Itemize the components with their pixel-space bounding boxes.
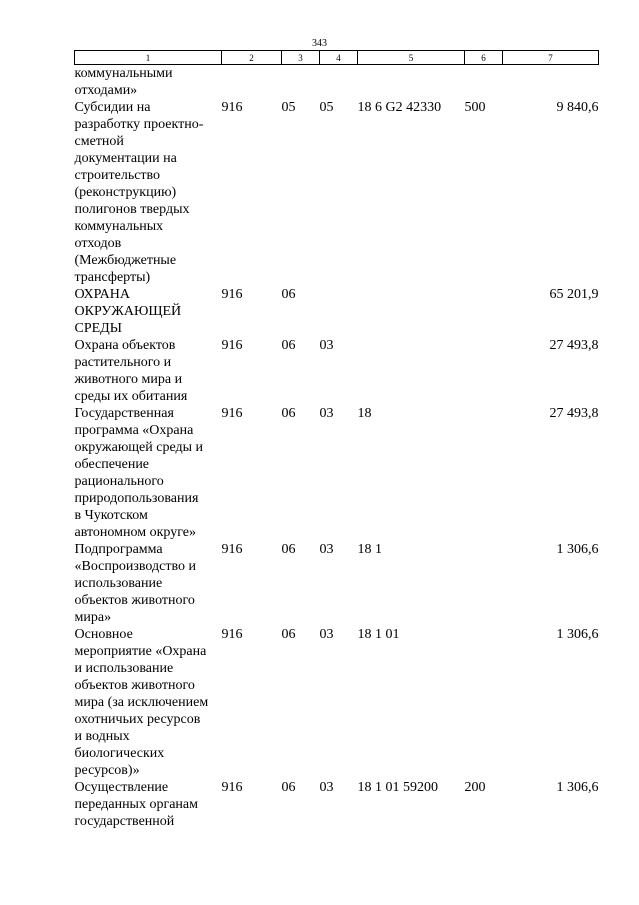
description-line: полигонов твердых [74, 202, 190, 217]
table-row [75, 779, 599, 830]
description-line: природопользования [74, 491, 199, 506]
row-description [75, 337, 222, 405]
description-line: объектов животного [74, 678, 195, 693]
description-line: мира» [74, 610, 112, 625]
subsection-code: 03 [319, 406, 334, 421]
column-header-5: 5 [358, 51, 465, 65]
subsection-code: 03 [319, 338, 334, 353]
row-description [75, 541, 222, 626]
table-header-row [75, 51, 599, 65]
description-line: животного мира и [74, 372, 183, 387]
row-description [75, 65, 222, 100]
amount: 1 306,6 [556, 542, 599, 557]
section-code: 06 [281, 287, 296, 302]
description-line: «Воспроизводство и [74, 559, 196, 574]
column-header-6: 6 [465, 51, 503, 65]
subsection-code [320, 286, 358, 337]
target-article-code: 18 1 [357, 542, 382, 557]
description-line: биологических [74, 746, 165, 761]
amount: 27 493,8 [549, 338, 599, 353]
target-article-code [358, 286, 465, 337]
column-header-2: 2 [222, 51, 282, 65]
section-code: 06 [281, 627, 296, 642]
column-header-1: 1 [75, 51, 222, 65]
description-line: мира (за исключением [74, 695, 209, 710]
expense-type-code [465, 65, 503, 100]
ministry-code [222, 65, 282, 100]
description-line: и водных [74, 729, 130, 744]
description-line: документации на [74, 151, 177, 166]
subsection-code [320, 65, 358, 100]
table-body [75, 65, 599, 831]
amount [503, 65, 599, 100]
ministry-code: 916 [221, 100, 243, 115]
description-line: использование [74, 576, 163, 591]
row-description [75, 286, 222, 337]
description-line: СРЕДЫ [74, 321, 122, 336]
expense-type-code [465, 626, 503, 779]
description-line: строительство [74, 168, 161, 183]
ministry-code: 916 [221, 627, 243, 642]
description-line: государственной [74, 814, 175, 829]
expense-type-code [465, 405, 503, 541]
ministry-code: 916 [221, 287, 243, 302]
column-header-4: 4 [320, 51, 358, 65]
description-line: обеспечение [74, 457, 150, 472]
amount: 27 493,8 [549, 406, 599, 421]
description-line: трансферты) [74, 270, 151, 285]
target-article-code [358, 65, 465, 100]
target-article-code: 18 [357, 406, 372, 421]
description-line: и использование [74, 661, 174, 676]
target-article-code: 18 1 01 [357, 627, 400, 642]
description-line: ОКРУЖАЮЩЕЙ [74, 304, 182, 319]
description-line: растительного и [74, 355, 172, 370]
section-code: 05 [281, 100, 296, 115]
target-article-code [358, 337, 465, 405]
expense-type-code: 500 [464, 100, 486, 115]
section-code [282, 65, 320, 100]
description-line: Осуществление [74, 780, 169, 795]
expense-type-code: 200 [464, 780, 486, 795]
amount: 9 840,6 [556, 100, 599, 115]
row-description [75, 405, 222, 541]
section-code: 06 [281, 780, 296, 795]
description-line: (Межбюджетные [74, 253, 177, 268]
row-description [75, 779, 222, 830]
description-line: Основное [74, 627, 133, 642]
table-row [75, 99, 599, 286]
page-number: 343 [312, 38, 327, 49]
description-line: отходами» [74, 83, 138, 98]
ministry-code: 916 [221, 542, 243, 557]
description-line: программа «Охрана [74, 423, 194, 438]
section-code: 06 [281, 406, 296, 421]
table-row [75, 541, 599, 626]
description-line: ресурсов)» [74, 763, 140, 778]
description-line: переданных органам [74, 797, 198, 812]
description-line: ОХРАНА [74, 287, 130, 302]
subsection-code: 03 [319, 627, 334, 642]
ministry-code: 916 [221, 406, 243, 421]
subsection-code: 03 [319, 542, 334, 557]
description-line: окружающей среды и [74, 440, 204, 455]
description-line: коммунальными [74, 66, 173, 81]
amount: 1 306,6 [556, 627, 599, 642]
subsection-code: 03 [319, 780, 334, 795]
table-row [75, 405, 599, 541]
column-header-3: 3 [282, 51, 320, 65]
description-line: Субсидии на [74, 100, 151, 115]
table-row [75, 65, 599, 100]
description-line: охотничьих ресурсов [74, 712, 201, 727]
ministry-code: 916 [221, 780, 243, 795]
expense-type-code [465, 337, 503, 405]
description-line: (реконструкцию) [74, 185, 177, 200]
description-line: коммунальных [74, 219, 164, 234]
expense-type-code [465, 286, 503, 337]
section-code: 06 [281, 338, 296, 353]
description-line: Государственная [74, 406, 174, 421]
description-line: Охрана объектов [74, 338, 176, 353]
table-row [75, 337, 599, 405]
description-line: в Чукотском [74, 508, 148, 523]
amount: 1 306,6 [556, 780, 599, 795]
description-line: сметной [74, 134, 124, 149]
description-line: объектов животного [74, 593, 195, 608]
section-code: 06 [281, 542, 296, 557]
column-header-7: 7 [503, 51, 599, 65]
amount: 65 201,9 [549, 287, 599, 302]
row-description [75, 99, 222, 286]
description-line: отходов [74, 236, 122, 251]
description-line: автономном округе» [74, 525, 196, 540]
table-row [75, 286, 599, 337]
target-article-code: 18 6 G2 42330 [357, 100, 442, 115]
ministry-code: 916 [221, 338, 243, 353]
description-line: среды их обитания [74, 389, 188, 404]
description-line: рационального [74, 474, 164, 489]
table-row [75, 626, 599, 779]
description-line: Подпрограмма [74, 542, 163, 557]
row-description [75, 626, 222, 779]
subsection-code: 05 [319, 100, 334, 115]
description-line: разработку проектно- [74, 117, 204, 132]
budget-table [74, 50, 599, 830]
target-article-code: 18 1 01 59200 [357, 780, 438, 795]
description-line: мероприятие «Охрана [74, 644, 207, 659]
expense-type-code [465, 541, 503, 626]
